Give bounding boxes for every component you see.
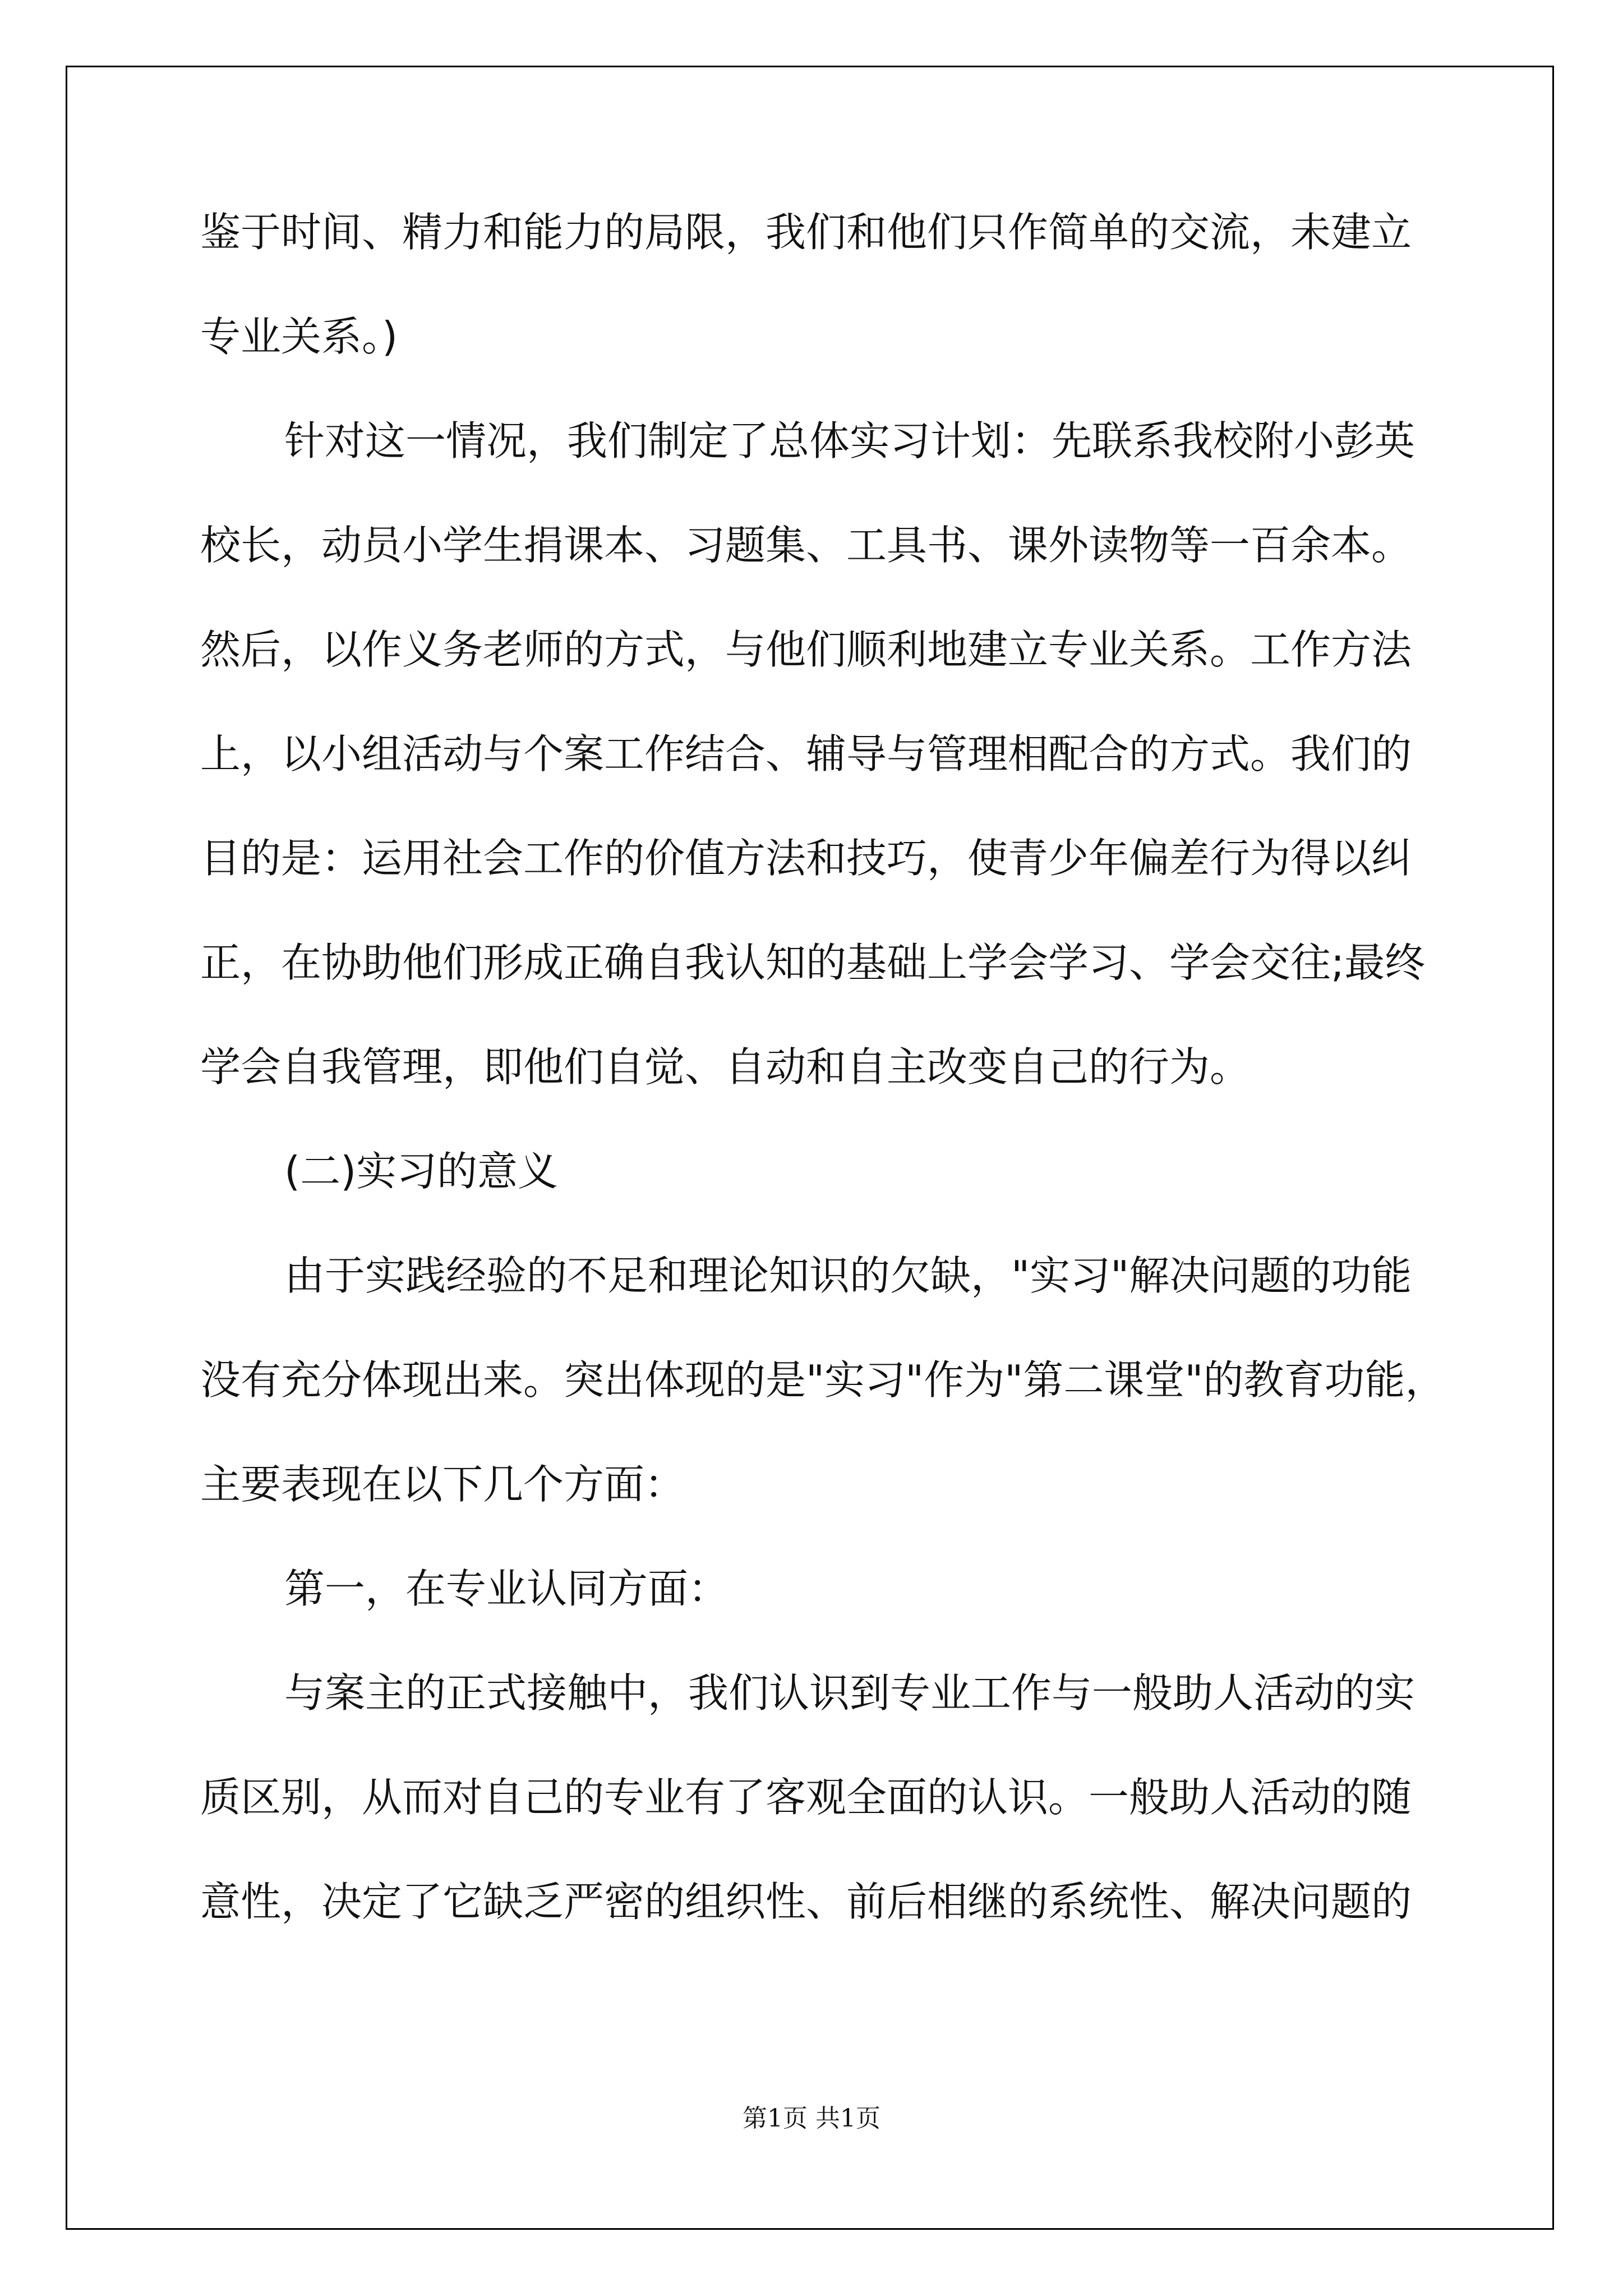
subsection-heading: 第一，在专业认同方面： xyxy=(284,1565,729,1612)
paragraph-start: 与案主的正式接触中，我们认识到专业工作与一般助人活动的实 xyxy=(284,1669,1415,1717)
section-heading: (二)实习的意义 xyxy=(284,1148,559,1195)
text-line: 校长，动员小学生捐课本、习题集、工具书、课外读物等一百余本。 xyxy=(200,522,1412,569)
text-line: 目的是：运用社会工作的价值方法和技巧，使青少年偏差行为得以纠 xyxy=(200,835,1412,882)
text-line: 质区别，从而对自己的专业有了客观全面的认识。一般助人活动的随 xyxy=(200,1774,1412,1821)
text-line: 主要表现在以下几个方面： xyxy=(200,1461,685,1508)
text-line: 正，在协助他们形成正确自我认知的基础上学会学习、学会交往;最终 xyxy=(200,939,1426,986)
text-line: 然后，以作义务老师的方式，与他们顺利地建立专业关系。工作方法 xyxy=(200,626,1412,673)
text-line: 学会自我管理，即他们自觉、自动和自主改变自己的行为。 xyxy=(200,1043,1251,1091)
text-line: 没有充分体现出来。突出体现的是"实习"作为"第二课堂"的教育功能， xyxy=(200,1356,1446,1404)
page-footer: 第1页 共1页 xyxy=(743,2104,880,2133)
paragraph-start: 由于实践经验的不足和理论知识的欠缺，"实习"解决问题的功能 xyxy=(284,1252,1412,1299)
text-line: 意性，决定了它缺乏严密的组织性、前后相继的系统性、解决问题的 xyxy=(200,1878,1412,1925)
text-line: 鉴于时间、精力和能力的局限，我们和他们只作简单的交流，未建立 xyxy=(200,209,1412,256)
paragraph-start: 针对这一情况，我们制定了总体实习计划：先联系我校附小彭英 xyxy=(284,417,1415,464)
text-line: 专业关系。) xyxy=(200,313,398,360)
text-line: 上，以小组活动与个案工作结合、辅导与管理相配合的方式。我们的 xyxy=(200,730,1412,777)
